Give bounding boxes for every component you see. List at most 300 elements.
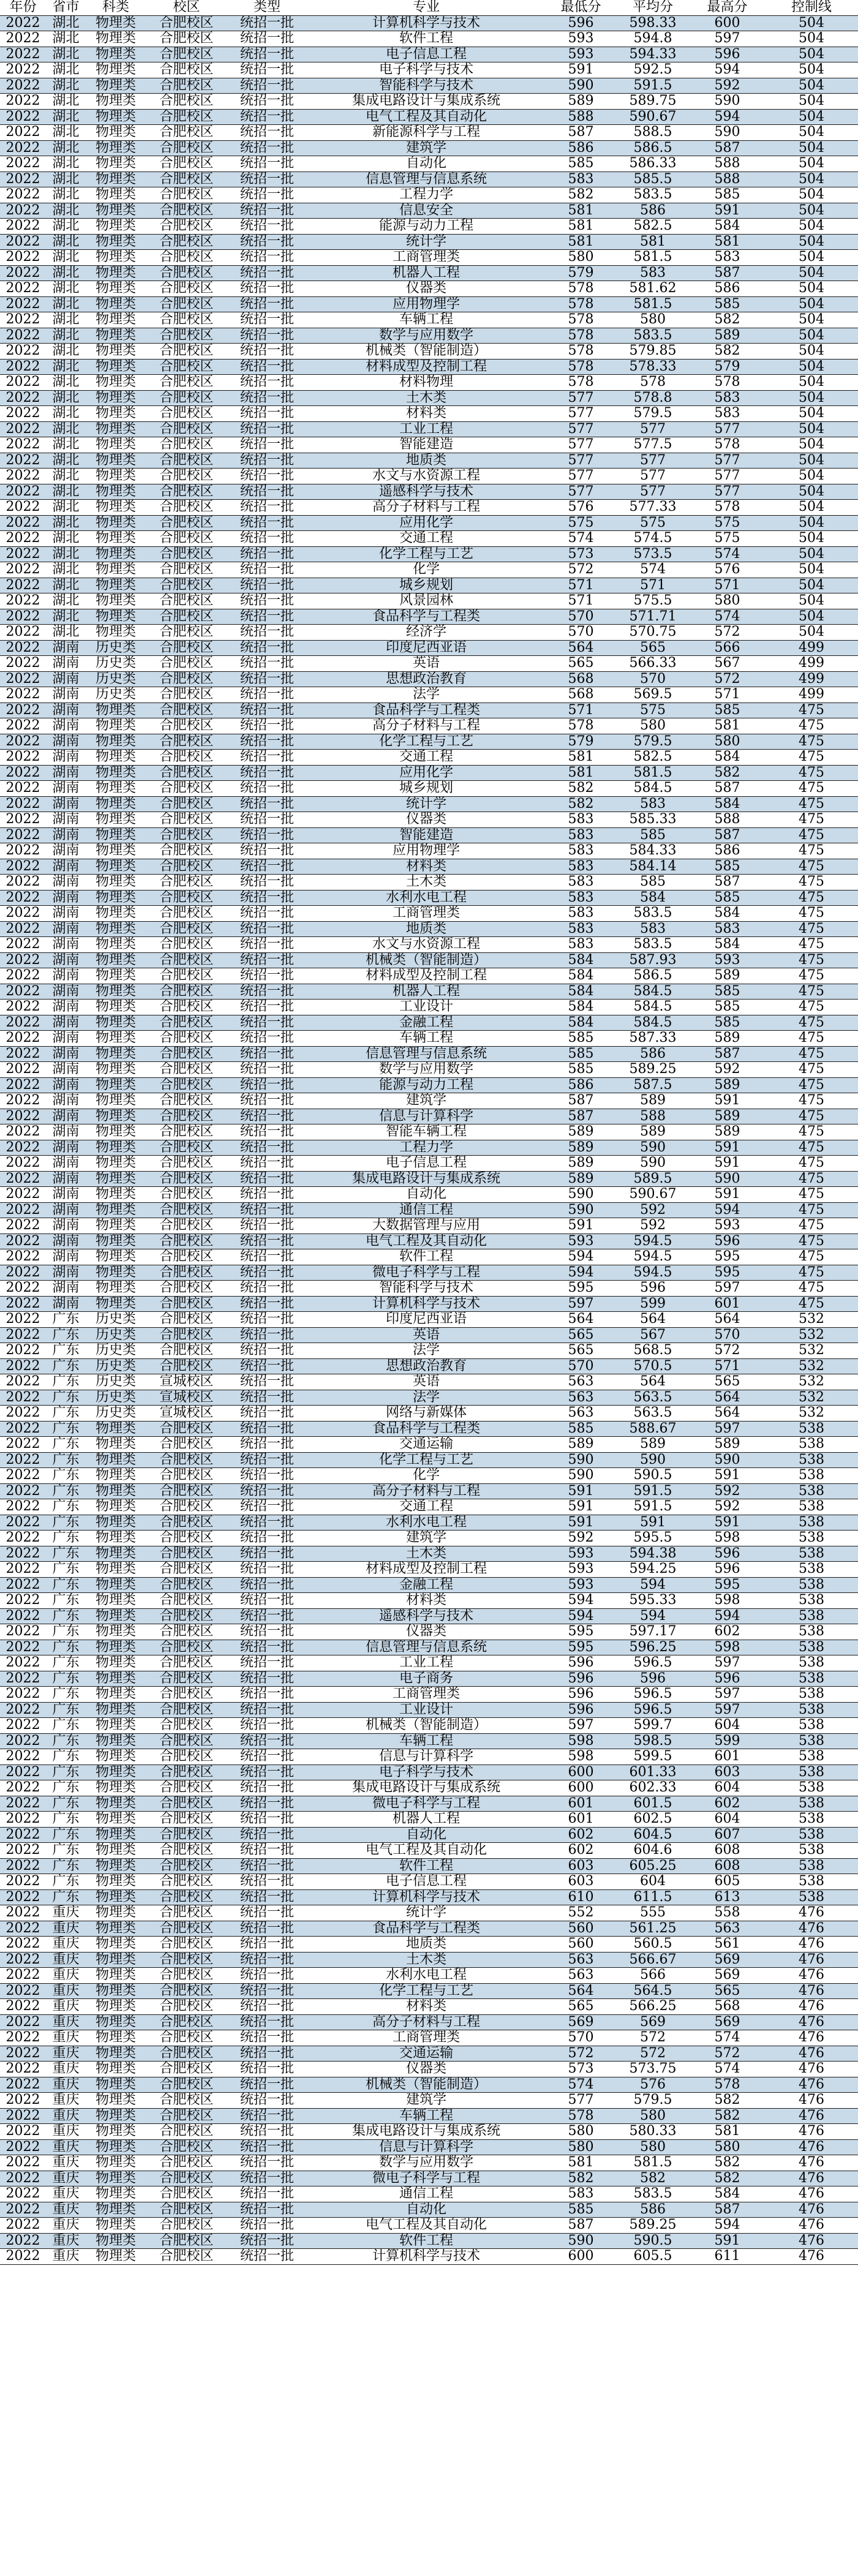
cell-province: 广东 bbox=[46, 1593, 86, 1609]
cell-major: 仪器类 bbox=[307, 281, 546, 297]
cell-control-line: 475 bbox=[765, 968, 858, 984]
cell-major: 材料类 bbox=[307, 859, 546, 875]
cell-max-score: 577 bbox=[690, 453, 765, 469]
cell-major: 软件工程 bbox=[307, 2233, 546, 2249]
cell-campus: 合肥校区 bbox=[146, 1827, 227, 1843]
cell-min-score: 564 bbox=[546, 1312, 616, 1328]
cell-province: 重庆 bbox=[46, 2233, 86, 2249]
cell-type: 统招一批 bbox=[227, 890, 307, 906]
cell-year: 2022 bbox=[0, 2218, 46, 2234]
cell-province: 湖北 bbox=[46, 500, 86, 516]
table-row bbox=[0, 718, 858, 734]
column-header: 科类 bbox=[86, 0, 146, 15]
table-row bbox=[0, 640, 858, 656]
cell-year: 2022 bbox=[0, 1562, 46, 1578]
cell-min-score: 592 bbox=[546, 1531, 616, 1546]
cell-subject: 物理类 bbox=[86, 1796, 146, 1812]
cell-campus: 合肥校区 bbox=[146, 1171, 227, 1187]
cell-subject: 物理类 bbox=[86, 984, 146, 1000]
cell-control-line: 475 bbox=[765, 1233, 858, 1249]
cell-province: 湖北 bbox=[46, 328, 86, 344]
cell-avg-score: 584 bbox=[616, 890, 690, 906]
cell-major: 金融工程 bbox=[307, 1015, 546, 1031]
cell-max-score: 599 bbox=[690, 1733, 765, 1749]
cell-subject: 物理类 bbox=[86, 1687, 146, 1703]
cell-subject: 物理类 bbox=[86, 2202, 146, 2218]
table-row bbox=[0, 1937, 858, 1953]
cell-avg-score: 564 bbox=[616, 1374, 690, 1390]
cell-min-score: 597 bbox=[546, 1718, 616, 1734]
cell-year: 2022 bbox=[0, 984, 46, 1000]
cell-min-score: 595 bbox=[546, 1640, 616, 1655]
cell-max-score: 591 bbox=[690, 2233, 765, 2249]
cell-subject: 物理类 bbox=[86, 47, 146, 62]
cell-min-score: 578 bbox=[546, 2108, 616, 2124]
cell-campus: 合肥校区 bbox=[146, 1281, 227, 1297]
cell-campus: 合肥校区 bbox=[146, 1452, 227, 1468]
cell-max-score: 587 bbox=[690, 827, 765, 843]
cell-campus: 合肥校区 bbox=[146, 1546, 227, 1562]
table-row bbox=[0, 1531, 858, 1546]
cell-type: 统招一批 bbox=[227, 1421, 307, 1437]
cell-year: 2022 bbox=[0, 812, 46, 828]
cell-campus: 合肥校区 bbox=[146, 2249, 227, 2265]
cell-max-score: 590 bbox=[690, 94, 765, 110]
cell-max-score: 572 bbox=[690, 671, 765, 687]
cell-major: 应用化学 bbox=[307, 765, 546, 781]
cell-type: 统招一批 bbox=[227, 109, 307, 125]
cell-campus: 合肥校区 bbox=[146, 2062, 227, 2077]
cell-province: 广东 bbox=[46, 1483, 86, 1499]
cell-province: 广东 bbox=[46, 1374, 86, 1390]
cell-subject: 物理类 bbox=[86, 781, 146, 797]
cell-year: 2022 bbox=[0, 328, 46, 344]
cell-province: 广东 bbox=[46, 1889, 86, 1905]
cell-subject: 物理类 bbox=[86, 765, 146, 781]
cell-min-score: 581 bbox=[546, 219, 616, 235]
cell-campus: 合肥校区 bbox=[146, 531, 227, 547]
cell-min-score: 590 bbox=[546, 1452, 616, 1468]
cell-province: 广东 bbox=[46, 1546, 86, 1562]
cell-avg-score: 591.5 bbox=[616, 78, 690, 94]
cell-year: 2022 bbox=[0, 406, 46, 422]
cell-year: 2022 bbox=[0, 1733, 46, 1749]
cell-major: 数学与应用数学 bbox=[307, 1062, 546, 1078]
cell-max-score: 565 bbox=[690, 1983, 765, 1999]
cell-min-score: 581 bbox=[546, 2155, 616, 2171]
cell-year: 2022 bbox=[0, 15, 46, 31]
cell-year: 2022 bbox=[0, 562, 46, 578]
cell-control-line: 504 bbox=[765, 109, 858, 125]
cell-major: 食品科学与工程类 bbox=[307, 1421, 546, 1437]
cell-max-score: 589 bbox=[690, 1124, 765, 1140]
cell-campus: 合肥校区 bbox=[146, 875, 227, 891]
cell-avg-score: 591.5 bbox=[616, 1499, 690, 1515]
cell-province: 湖南 bbox=[46, 1015, 86, 1031]
cell-max-score: 580 bbox=[690, 2139, 765, 2155]
cell-control-line: 504 bbox=[765, 47, 858, 62]
table-row bbox=[0, 1702, 858, 1718]
cell-max-score: 574 bbox=[690, 609, 765, 625]
cell-province: 湖北 bbox=[46, 78, 86, 94]
cell-year: 2022 bbox=[0, 1999, 46, 2015]
cell-major: 英语 bbox=[307, 656, 546, 672]
cell-province: 湖北 bbox=[46, 453, 86, 469]
cell-campus: 合肥校区 bbox=[146, 1983, 227, 1999]
cell-campus: 合肥校区 bbox=[146, 1062, 227, 1078]
cell-max-score: 589 bbox=[690, 1031, 765, 1047]
cell-max-score: 598 bbox=[690, 1593, 765, 1609]
cell-province: 湖南 bbox=[46, 687, 86, 703]
table-row bbox=[0, 2171, 858, 2186]
cell-type: 统招一批 bbox=[227, 1843, 307, 1859]
cell-type: 统招一批 bbox=[227, 1687, 307, 1703]
cell-avg-score: 580 bbox=[616, 718, 690, 734]
cell-subject: 物理类 bbox=[86, 1718, 146, 1734]
table-row bbox=[0, 1000, 858, 1015]
cell-campus: 合肥校区 bbox=[146, 1780, 227, 1796]
cell-max-score: 613 bbox=[690, 1889, 765, 1905]
cell-province: 广东 bbox=[46, 1499, 86, 1515]
cell-type: 统招一批 bbox=[227, 219, 307, 235]
cell-type: 统招一批 bbox=[227, 265, 307, 281]
cell-major: 高分子材料与工程 bbox=[307, 718, 546, 734]
cell-campus: 合肥校区 bbox=[146, 1921, 227, 1937]
cell-min-score: 594 bbox=[546, 1593, 616, 1609]
cell-year: 2022 bbox=[0, 625, 46, 641]
cell-campus: 合肥校区 bbox=[146, 421, 227, 437]
cell-avg-score: 584.14 bbox=[616, 859, 690, 875]
cell-avg-score: 587.93 bbox=[616, 952, 690, 968]
cell-min-score: 563 bbox=[546, 1406, 616, 1422]
cell-campus: 合肥校区 bbox=[146, 1687, 227, 1703]
cell-province: 湖南 bbox=[46, 890, 86, 906]
cell-avg-score: 560.5 bbox=[616, 1937, 690, 1953]
cell-major: 通信工程 bbox=[307, 1202, 546, 1218]
cell-type: 统招一批 bbox=[227, 1265, 307, 1281]
cell-min-score: 583 bbox=[546, 875, 616, 891]
cell-year: 2022 bbox=[0, 1749, 46, 1765]
cell-year: 2022 bbox=[0, 1015, 46, 1031]
cell-major: 材料成型及控制工程 bbox=[307, 359, 546, 375]
cell-campus: 合肥校区 bbox=[146, 2202, 227, 2218]
cell-type: 统招一批 bbox=[227, 1640, 307, 1655]
cell-campus: 合肥校区 bbox=[146, 1358, 227, 1374]
cell-subject: 物理类 bbox=[86, 1296, 146, 1312]
cell-min-score: 587 bbox=[546, 125, 616, 141]
cell-min-score: 584 bbox=[546, 952, 616, 968]
cell-avg-score: 605.25 bbox=[616, 1858, 690, 1874]
cell-control-line: 476 bbox=[765, 2014, 858, 2030]
cell-year: 2022 bbox=[0, 1390, 46, 1406]
cell-year: 2022 bbox=[0, 2062, 46, 2077]
cell-control-line: 475 bbox=[765, 1140, 858, 1156]
cell-campus: 合肥校区 bbox=[146, 2155, 227, 2171]
cell-year: 2022 bbox=[0, 109, 46, 125]
table-row bbox=[0, 1889, 858, 1905]
cell-campus: 合肥校区 bbox=[146, 2186, 227, 2202]
cell-province: 湖北 bbox=[46, 171, 86, 187]
cell-max-score: 596 bbox=[690, 1562, 765, 1578]
cell-year: 2022 bbox=[0, 1452, 46, 1468]
cell-year: 2022 bbox=[0, 687, 46, 703]
cell-avg-score: 580.33 bbox=[616, 2124, 690, 2140]
cell-min-score: 585 bbox=[546, 1062, 616, 1078]
cell-province: 湖南 bbox=[46, 1171, 86, 1187]
cell-campus: 合肥校区 bbox=[146, 1515, 227, 1531]
cell-avg-score: 589.5 bbox=[616, 1171, 690, 1187]
cell-min-score: 582 bbox=[546, 187, 616, 203]
cell-major: 遥感科学与技术 bbox=[307, 484, 546, 500]
table-row bbox=[0, 500, 858, 516]
cell-major: 印度尼西亚语 bbox=[307, 640, 546, 656]
cell-campus: 合肥校区 bbox=[146, 1889, 227, 1905]
cell-type: 统招一批 bbox=[227, 671, 307, 687]
cell-control-line: 504 bbox=[765, 500, 858, 516]
cell-major: 智能科学与技术 bbox=[307, 1281, 546, 1297]
cell-province: 广东 bbox=[46, 1858, 86, 1874]
table-row bbox=[0, 875, 858, 891]
cell-avg-score: 589.25 bbox=[616, 2218, 690, 2234]
cell-min-score: 596 bbox=[546, 1687, 616, 1703]
cell-min-score: 600 bbox=[546, 1780, 616, 1796]
cell-type: 统招一批 bbox=[227, 1218, 307, 1234]
cell-avg-score: 579.5 bbox=[616, 406, 690, 422]
cell-major: 机械类（智能制造） bbox=[307, 2077, 546, 2093]
cell-subject: 历史类 bbox=[86, 687, 146, 703]
cell-major: 法学 bbox=[307, 1343, 546, 1359]
cell-major: 智能科学与技术 bbox=[307, 78, 546, 94]
cell-major: 微电子科学与工程 bbox=[307, 2171, 546, 2186]
cell-subject: 物理类 bbox=[86, 2077, 146, 2093]
cell-min-score: 578 bbox=[546, 375, 616, 391]
cell-type: 统招一批 bbox=[227, 562, 307, 578]
cell-control-line: 475 bbox=[765, 1249, 858, 1265]
cell-avg-score: 604.5 bbox=[616, 1827, 690, 1843]
cell-max-score: 591 bbox=[690, 1156, 765, 1172]
table-row bbox=[0, 125, 858, 141]
cell-province: 重庆 bbox=[46, 1921, 86, 1937]
cell-type: 统招一批 bbox=[227, 125, 307, 141]
table-row bbox=[0, 812, 858, 828]
cell-year: 2022 bbox=[0, 859, 46, 875]
cell-year: 2022 bbox=[0, 1812, 46, 1828]
cell-major: 新能源科学与工程 bbox=[307, 125, 546, 141]
cell-min-score: 602 bbox=[546, 1843, 616, 1859]
cell-min-score: 578 bbox=[546, 344, 616, 360]
cell-min-score: 578 bbox=[546, 328, 616, 344]
cell-max-score: 604 bbox=[690, 1780, 765, 1796]
cell-max-score: 582 bbox=[690, 344, 765, 360]
cell-year: 2022 bbox=[0, 546, 46, 562]
table-row bbox=[0, 1015, 858, 1031]
cell-avg-score: 573.5 bbox=[616, 546, 690, 562]
cell-min-score: 585 bbox=[546, 156, 616, 172]
cell-max-score: 572 bbox=[690, 625, 765, 641]
cell-control-line: 538 bbox=[765, 1687, 858, 1703]
cell-year: 2022 bbox=[0, 171, 46, 187]
table-row bbox=[0, 593, 858, 609]
cell-control-line: 475 bbox=[765, 921, 858, 937]
cell-campus: 合肥校区 bbox=[146, 796, 227, 812]
cell-control-line: 475 bbox=[765, 1281, 858, 1297]
cell-min-score: 563 bbox=[546, 1390, 616, 1406]
cell-province: 广东 bbox=[46, 1702, 86, 1718]
cell-type: 统招一批 bbox=[227, 1858, 307, 1874]
cell-avg-score: 571 bbox=[616, 578, 690, 593]
cell-control-line: 504 bbox=[765, 531, 858, 547]
cell-subject: 物理类 bbox=[86, 15, 146, 31]
cell-campus: 合肥校区 bbox=[146, 1702, 227, 1718]
cell-province: 广东 bbox=[46, 1827, 86, 1843]
cell-major: 智能建造 bbox=[307, 437, 546, 453]
cell-major: 车辆工程 bbox=[307, 1031, 546, 1047]
table-header-row bbox=[0, 0, 858, 15]
cell-subject: 物理类 bbox=[86, 125, 146, 141]
cell-subject: 物理类 bbox=[86, 1640, 146, 1655]
cell-subject: 物理类 bbox=[86, 578, 146, 593]
cell-campus: 合肥校区 bbox=[146, 1296, 227, 1312]
column-header: 年份 bbox=[0, 0, 46, 15]
cell-province: 湖南 bbox=[46, 1062, 86, 1078]
cell-max-score: 595 bbox=[690, 1249, 765, 1265]
cell-province: 广东 bbox=[46, 1421, 86, 1437]
cell-subject: 物理类 bbox=[86, 750, 146, 766]
cell-min-score: 584 bbox=[546, 984, 616, 1000]
cell-min-score: 571 bbox=[546, 702, 616, 718]
cell-campus: 合肥校区 bbox=[146, 546, 227, 562]
cell-min-score: 583 bbox=[546, 921, 616, 937]
cell-province: 湖南 bbox=[46, 1140, 86, 1156]
cell-subject: 物理类 bbox=[86, 827, 146, 843]
cell-control-line: 538 bbox=[765, 1843, 858, 1859]
cell-type: 统招一批 bbox=[227, 578, 307, 593]
cell-type: 统招一批 bbox=[227, 453, 307, 469]
cell-major: 电气工程及其自动化 bbox=[307, 109, 546, 125]
cell-campus: 合肥校区 bbox=[146, 1749, 227, 1765]
cell-type: 统招一批 bbox=[227, 781, 307, 797]
table-row bbox=[0, 2108, 858, 2124]
cell-major: 食品科学与工程类 bbox=[307, 702, 546, 718]
table-row bbox=[0, 94, 858, 110]
cell-campus: 合肥校区 bbox=[146, 781, 227, 797]
cell-subject: 物理类 bbox=[86, 2233, 146, 2249]
cell-year: 2022 bbox=[0, 702, 46, 718]
cell-max-score: 587 bbox=[690, 875, 765, 891]
cell-min-score: 579 bbox=[546, 734, 616, 750]
cell-type: 统招一批 bbox=[227, 1593, 307, 1609]
cell-year: 2022 bbox=[0, 734, 46, 750]
table-row bbox=[0, 984, 858, 1000]
cell-type: 统招一批 bbox=[227, 1156, 307, 1172]
cell-type: 统招一批 bbox=[227, 1468, 307, 1484]
cell-subject: 历史类 bbox=[86, 1343, 146, 1359]
cell-min-score: 578 bbox=[546, 718, 616, 734]
cell-min-score: 595 bbox=[546, 1624, 616, 1640]
cell-avg-score: 585 bbox=[616, 827, 690, 843]
cell-subject: 物理类 bbox=[86, 62, 146, 78]
cell-major: 地质类 bbox=[307, 921, 546, 937]
cell-campus: 合肥校区 bbox=[146, 296, 227, 312]
cell-province: 重庆 bbox=[46, 1968, 86, 1984]
cell-type: 统招一批 bbox=[227, 1702, 307, 1718]
cell-campus: 合肥校区 bbox=[146, 562, 227, 578]
cell-min-score: 580 bbox=[546, 2139, 616, 2155]
cell-subject: 物理类 bbox=[86, 1218, 146, 1234]
cell-min-score: 583 bbox=[546, 171, 616, 187]
cell-major: 计算机科学与技术 bbox=[307, 1889, 546, 1905]
cell-avg-score: 584.5 bbox=[616, 1000, 690, 1015]
cell-max-score: 591 bbox=[690, 1187, 765, 1203]
cell-campus: 合肥校区 bbox=[146, 109, 227, 125]
cell-year: 2022 bbox=[0, 1827, 46, 1843]
cell-major: 软件工程 bbox=[307, 31, 546, 47]
cell-campus: 合肥校区 bbox=[146, 2233, 227, 2249]
cell-campus: 合肥校区 bbox=[146, 984, 227, 1000]
cell-type: 统招一批 bbox=[227, 187, 307, 203]
cell-type: 统招一批 bbox=[227, 937, 307, 953]
cell-max-score: 585 bbox=[690, 1015, 765, 1031]
cell-avg-score: 564.5 bbox=[616, 1983, 690, 1999]
column-header: 专业 bbox=[307, 0, 546, 15]
cell-control-line: 504 bbox=[765, 609, 858, 625]
table-row bbox=[0, 1718, 858, 1734]
cell-major: 自动化 bbox=[307, 2202, 546, 2218]
cell-type: 统招一批 bbox=[227, 609, 307, 625]
cell-subject: 物理类 bbox=[86, 1031, 146, 1047]
cell-province: 重庆 bbox=[46, 2077, 86, 2093]
cell-year: 2022 bbox=[0, 1233, 46, 1249]
cell-campus: 合肥校区 bbox=[146, 500, 227, 516]
cell-max-score: 578 bbox=[690, 437, 765, 453]
table-row bbox=[0, 1171, 858, 1187]
cell-campus: 合肥校区 bbox=[146, 718, 227, 734]
cell-control-line: 504 bbox=[765, 359, 858, 375]
cell-min-score: 591 bbox=[546, 62, 616, 78]
cell-type: 统招一批 bbox=[227, 1968, 307, 1984]
cell-campus: 合肥校区 bbox=[146, 453, 227, 469]
cell-min-score: 596 bbox=[546, 1655, 616, 1671]
cell-control-line: 475 bbox=[765, 1202, 858, 1218]
cell-avg-score: 581.5 bbox=[616, 250, 690, 266]
cell-max-score: 582 bbox=[690, 765, 765, 781]
cell-type: 统招一批 bbox=[227, 500, 307, 516]
table-row bbox=[0, 1968, 858, 1984]
cell-year: 2022 bbox=[0, 1077, 46, 1093]
cell-avg-score: 579.5 bbox=[616, 2093, 690, 2109]
cell-max-score: 585 bbox=[690, 890, 765, 906]
cell-year: 2022 bbox=[0, 1655, 46, 1671]
cell-major: 网络与新媒体 bbox=[307, 1406, 546, 1422]
cell-type: 统招一批 bbox=[227, 1827, 307, 1843]
cell-control-line: 504 bbox=[765, 344, 858, 360]
cell-control-line: 532 bbox=[765, 1390, 858, 1406]
cell-type: 统招一批 bbox=[227, 1733, 307, 1749]
cell-subject: 物理类 bbox=[86, 625, 146, 641]
table-row bbox=[0, 375, 858, 391]
table-row bbox=[0, 1233, 858, 1249]
cell-type: 统招一批 bbox=[227, 1983, 307, 1999]
cell-min-score: 596 bbox=[546, 1702, 616, 1718]
cell-control-line: 504 bbox=[765, 281, 858, 297]
cell-avg-score: 578.33 bbox=[616, 359, 690, 375]
cell-avg-score: 577.5 bbox=[616, 437, 690, 453]
cell-max-score: 595 bbox=[690, 1265, 765, 1281]
cell-subject: 物理类 bbox=[86, 1624, 146, 1640]
table-row bbox=[0, 1780, 858, 1796]
cell-year: 2022 bbox=[0, 718, 46, 734]
cell-min-score: 564 bbox=[546, 640, 616, 656]
